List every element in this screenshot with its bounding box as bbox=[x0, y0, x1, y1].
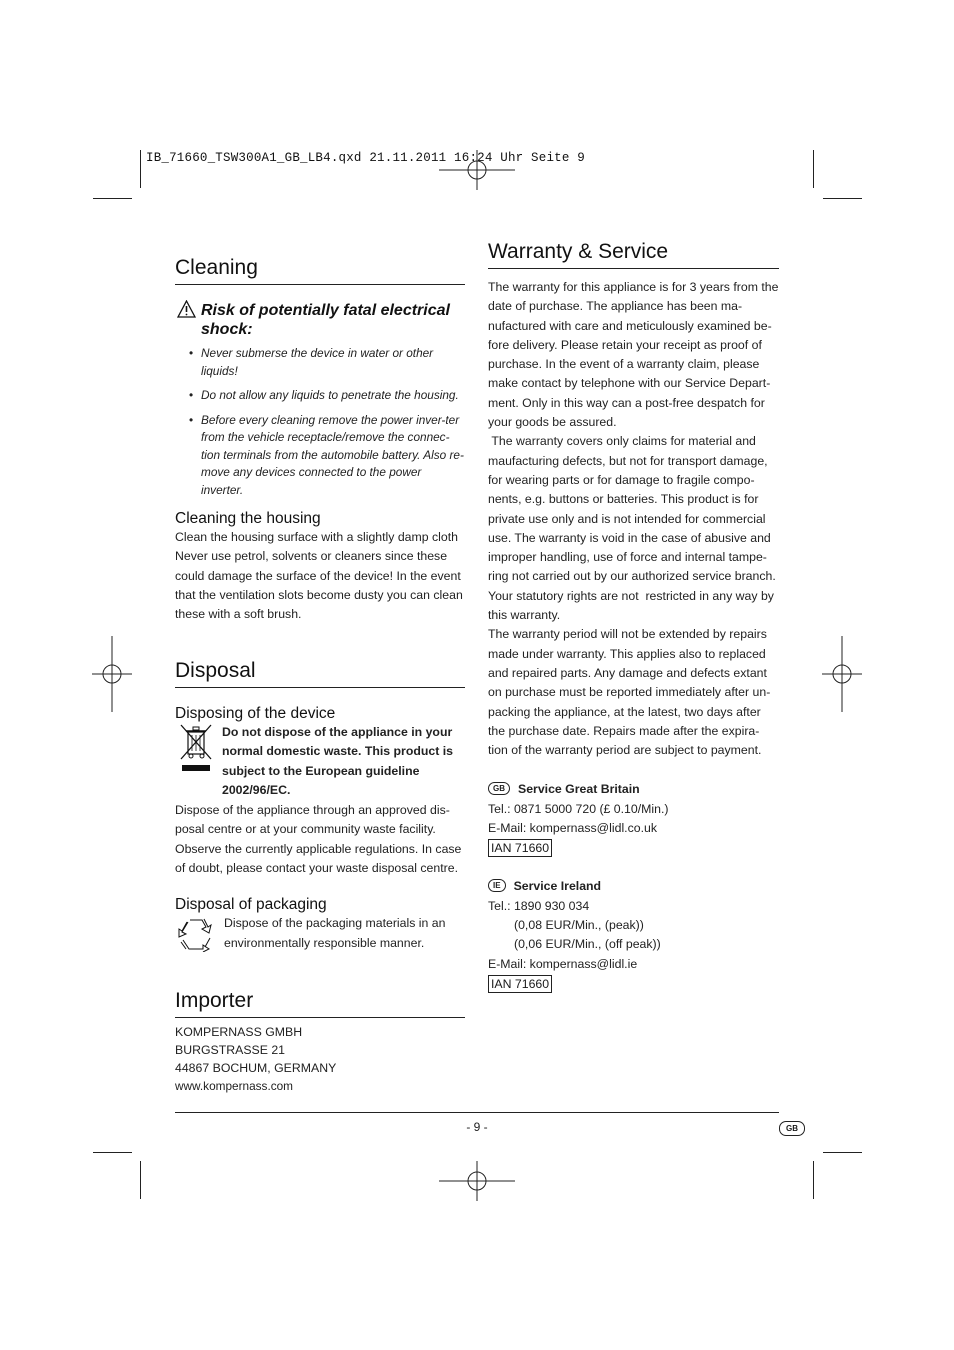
importer-section bbox=[175, 989, 465, 1095]
service-ie-title: IE Service Ireland bbox=[488, 877, 779, 896]
subheading-cleaning-housing: Cleaning the housing bbox=[175, 510, 321, 527]
importer-line: KOMPERNASS GMBH bbox=[175, 1025, 303, 1039]
footer-rule bbox=[175, 1112, 779, 1113]
list-item: • Never submerse the device in water or other liquids! bbox=[189, 346, 434, 378]
registration-mark-icon bbox=[74, 636, 150, 712]
cleaning-housing-text: Clean the housing surface with a slightly damp cloth Never use petrol, solvents or cleaners since these could damage the surface of the device! In the event that the ventilation slots become dusty you can clean these with a soft brush. bbox=[175, 530, 463, 622]
page-number: - 9 - bbox=[466, 1120, 488, 1134]
service-ie-block bbox=[488, 877, 779, 992]
crop-mark bbox=[813, 1161, 814, 1199]
service-ie-email[interactable]: E-Mail: kompernass@lidl.ie bbox=[488, 956, 638, 971]
recycle-block bbox=[175, 914, 465, 953]
crossed-bin-icon bbox=[179, 723, 213, 773]
section-title-importer: Importer bbox=[175, 989, 465, 1018]
warranty-paragraph: The warranty covers only claims for material and maufacturing defects, but not for transport damage, for wearing parts or for damage to fragile compo-nents, e.g. buttons or batteries. This product is for private use only and is not intended for commercial use. The warranty is void in the case of abusive and improper handling, use of force and internal tampe-ring not carried out by our authorized service branch. Your statutory rights are not restricted in any way by this warranty. bbox=[488, 434, 779, 623]
list-item: • Do not allow any liquids to penetrate the housing. bbox=[189, 388, 459, 402]
importer-line: BURGSTRASSE 21 bbox=[175, 1043, 286, 1057]
service-gb-title: GB Service Great Britain bbox=[488, 780, 779, 799]
crop-mark bbox=[140, 1161, 141, 1199]
registration-mark-icon bbox=[804, 636, 880, 712]
warning-block bbox=[175, 301, 465, 339]
subheading-disposal-packaging: Disposal of packaging bbox=[175, 896, 327, 914]
crop-mark bbox=[93, 1152, 132, 1153]
registration-mark-icon bbox=[439, 132, 515, 208]
disposal-section bbox=[175, 659, 465, 953]
crop-mark bbox=[140, 150, 141, 188]
crop-mark bbox=[93, 198, 132, 199]
list-item: • Before every cleaning remove the power inver-ter from the vehicle receptacle/remove the connec-tion terminals from the automobile battery. Also re-move any devices connected to the power inverter. bbox=[189, 412, 464, 497]
subheading-disposing-device: Disposing of the device bbox=[175, 705, 336, 722]
crop-mark bbox=[823, 1152, 862, 1153]
warning-list bbox=[175, 345, 465, 499]
importer-line: 44867 BOCHUM, GERMANY bbox=[175, 1061, 337, 1075]
service-gb-email[interactable]: E-Mail: kompernass@lidl.co.uk bbox=[488, 821, 657, 836]
service-ie-tel: Tel.: 1890 930 034 bbox=[488, 898, 590, 913]
recycle-icon bbox=[177, 916, 215, 952]
cleaning-section bbox=[175, 256, 465, 624]
service-ie-rate-peak: (0,08 EUR/Min., (peak)) bbox=[514, 917, 644, 932]
ian-number-box: IAN 71660 bbox=[488, 975, 552, 993]
warning-title: Risk of potentially fatal electrical shock: bbox=[201, 302, 450, 338]
language-badge: GB bbox=[779, 1121, 805, 1136]
service-gb-block bbox=[488, 780, 779, 857]
warranty-section bbox=[488, 240, 779, 993]
importer-website-link[interactable]: www.kompernass.com bbox=[175, 1079, 294, 1093]
section-title-disposal: Disposal bbox=[175, 659, 465, 688]
service-ie-rate-offpeak: (0,06 EUR/Min., (off peak)) bbox=[514, 937, 661, 952]
crop-mark bbox=[823, 198, 862, 199]
ian-number-box: IAN 71660 bbox=[488, 839, 552, 857]
crop-mark bbox=[813, 150, 814, 188]
warning-triangle-icon bbox=[177, 300, 196, 318]
weee-notice: Do not dispose of the appliance in your normal domestic waste. This product is subject to the European guideline 2002/96/EC. bbox=[222, 725, 453, 797]
disposal-packaging-text: Dispose of the packaging materials in an environmentally responsible manner. bbox=[224, 916, 446, 950]
importer-address bbox=[175, 1023, 465, 1095]
section-title-cleaning: Cleaning bbox=[175, 256, 465, 285]
disposal-device-text: Dispose of the appliance through an approved dis-posal centre or at your community waste facility. Observe the currently applicable regulations. In case of doubt, please contact your waste disposal centre. bbox=[175, 803, 462, 876]
warranty-paragraph: The warranty period will not be extended by repairs made under warranty. This applies also to replaced and repaired parts. Any damage and defects extant on purchase must be reported immediately after un-packing the appliance, at the latest, two days after the purchase date. Repairs made after the expira-tion of the warranty period are subject to payment. bbox=[488, 627, 771, 758]
file-slug: IB_71660_TSW300A1_GB_LB4.qxd 21.11.2011 16:24 Uhr Seite 9 bbox=[146, 151, 585, 165]
section-title-warranty: Warranty & Service bbox=[488, 240, 779, 269]
service-gb-tel: Tel.: 0871 5000 720 (£ 0.10/Min.) bbox=[488, 801, 669, 816]
country-badge-gb: GB bbox=[488, 782, 510, 795]
country-badge-ie: IE bbox=[488, 879, 506, 892]
registration-mark-icon bbox=[439, 1143, 515, 1219]
weee-block bbox=[175, 723, 465, 800]
warranty-paragraph: The warranty for this appliance is for 3 years from the date of purchase. The appliance has been ma-nufactured with care and meticulously examined be-fore delivery. Please retain your receipt as proof of purchase. In the event of a warranty claim, please make contact by telephone with our Service Depart-ment. Only in this way can a post-free despatch for your goods be assured. bbox=[488, 280, 779, 430]
